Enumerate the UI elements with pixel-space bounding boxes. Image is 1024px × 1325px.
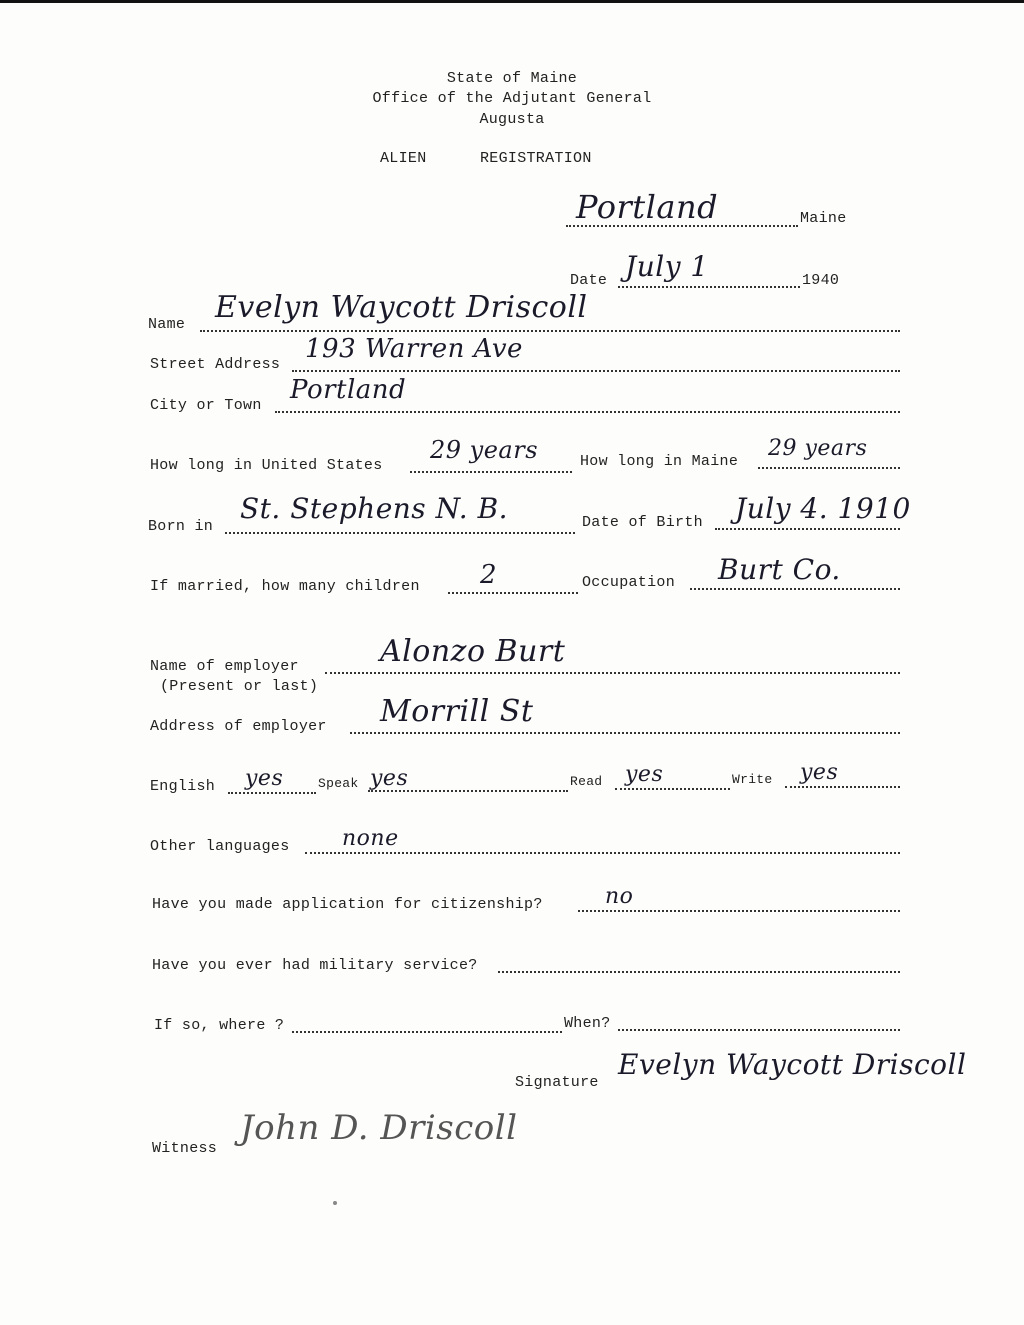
witness-value: John D. Driscoll: [240, 1108, 518, 1148]
employer-label: Name of employer: [150, 658, 299, 675]
dotted-line: [618, 1029, 900, 1031]
dotted-line: [758, 467, 900, 469]
us-long-label: How long in United States: [150, 457, 383, 474]
header-state: State of Maine: [446, 70, 578, 87]
dotted-line: [305, 852, 900, 854]
english-label: English: [150, 778, 216, 795]
citizenship-label: Have you made application for citizenship?: [152, 896, 543, 913]
dotted-line: [200, 330, 900, 332]
maine-long-value: 29 years: [768, 436, 868, 461]
occupation-value: Burt Co.: [718, 553, 841, 586]
dotted-line: [292, 1031, 562, 1033]
read-value: yes: [625, 762, 664, 787]
signature-label: Signature: [515, 1074, 599, 1091]
dob-label: Date of Birth: [582, 514, 703, 531]
dotted-line: [690, 588, 900, 590]
dotted-line: [578, 910, 900, 912]
write-label: Write: [732, 772, 773, 787]
speak-value: yes: [370, 766, 409, 791]
read-label: Read: [570, 774, 603, 789]
born-value: St. Stephens N. B.: [240, 492, 509, 525]
english-value: yes: [245, 766, 284, 791]
street-label: Street Address: [150, 356, 281, 373]
when-label: When?: [564, 1015, 611, 1032]
form-title-registration: REGISTRATION: [480, 150, 592, 167]
write-value: yes: [800, 760, 839, 785]
dotted-line: [292, 370, 900, 372]
employer-value: Alonzo Burt: [380, 634, 566, 669]
us-long-value: 29 years: [430, 436, 539, 464]
dotted-line: [785, 786, 900, 788]
other-languages-value: none: [342, 826, 399, 851]
employer-address-value: Morrill St: [380, 694, 534, 729]
header-city: Augusta: [479, 111, 545, 128]
name-value: Evelyn Waycott Driscoll: [215, 290, 588, 325]
form-title-alien: ALIEN: [380, 150, 427, 167]
header-office: Office of the Adjutant General: [372, 90, 652, 107]
citizenship-value: no: [605, 884, 634, 909]
dotted-line: [225, 532, 575, 534]
ink-mark: [330, 1198, 340, 1208]
street-value: 193 Warren Ave: [305, 334, 523, 364]
date-label: Date: [570, 272, 608, 289]
date-value: July 1: [625, 250, 709, 283]
born-label: Born in: [148, 518, 214, 535]
children-value: 2: [480, 560, 498, 590]
state-label: Maine: [800, 210, 847, 227]
where-label: If so, where ?: [154, 1017, 285, 1034]
page-border: [0, 0, 1024, 3]
town-value: Portland: [576, 188, 719, 226]
signature-value: Evelyn Waycott Driscoll: [618, 1048, 967, 1081]
dotted-line: [498, 971, 900, 973]
city-value: Portland: [290, 375, 407, 405]
city-label: City or Town: [150, 397, 262, 414]
dotted-line: [715, 528, 900, 530]
other-languages-label: Other languages: [150, 838, 290, 855]
employer-address-label: Address of employer: [150, 718, 327, 735]
maine-long-label: How long in Maine: [580, 453, 739, 470]
dotted-line: [410, 471, 572, 473]
dotted-line: [325, 672, 900, 674]
dotted-line: [350, 732, 900, 734]
dotted-line: [615, 788, 730, 790]
dotted-line: [618, 286, 800, 288]
dotted-line: [275, 411, 900, 413]
occupation-label: Occupation: [582, 574, 676, 591]
dotted-line: [448, 592, 578, 594]
employer-sublabel: (Present or last): [160, 678, 319, 695]
dotted-line: [228, 792, 316, 794]
name-label: Name: [148, 316, 186, 333]
military-label: Have you ever had military service?: [152, 957, 478, 974]
children-label: If married, how many children: [150, 578, 420, 595]
date-year: 1940: [802, 272, 840, 289]
dob-value: July 4. 1910: [735, 492, 911, 525]
witness-label: Witness: [152, 1140, 218, 1157]
speak-label: Speak: [318, 776, 359, 791]
